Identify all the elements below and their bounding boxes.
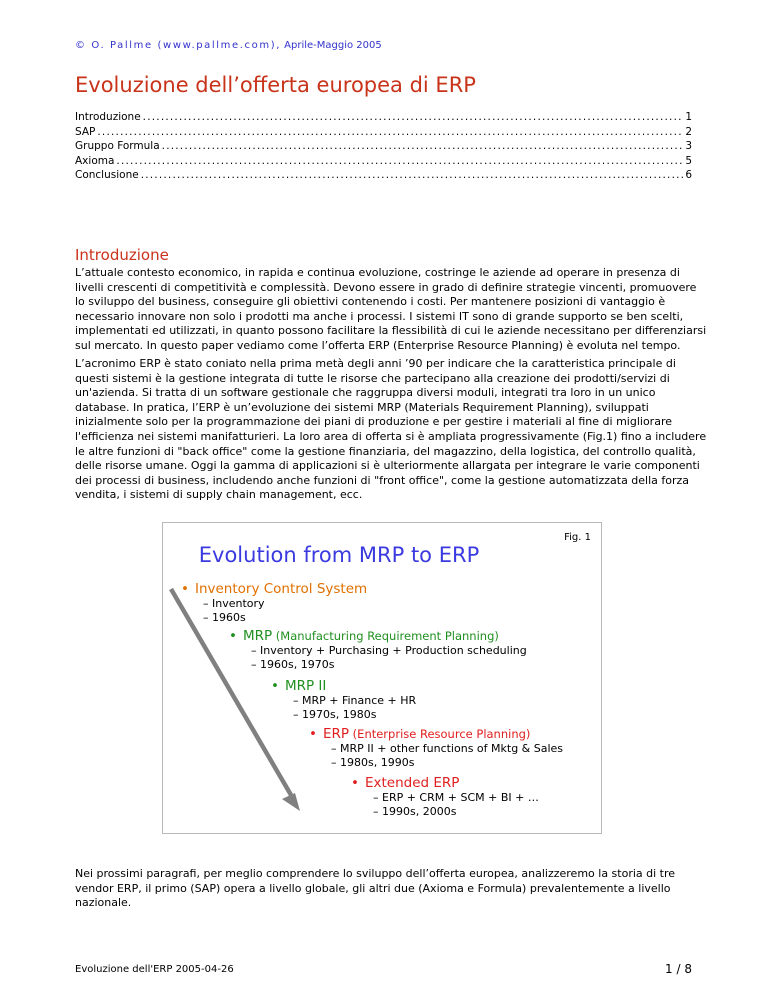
level-detail-line: – MRP + Finance + HR [293, 694, 417, 707]
paragraph-next-sections: Nei prossimi paragrafi, per meglio comprendere lo sviluppo dell’offerta europea, analizzeremo la storia di tre vendor ERP, il primo (SAP) opera a livello globale, gli altri due (Axioma e Formula) prevalentemente a livello nazionale. [75, 867, 676, 910]
level-name: MRP [242, 628, 273, 644]
figure-title: Evolution from MRP to ERP [198, 543, 480, 567]
level-expansion: (Enterprise Resource Planning) [349, 727, 531, 741]
level-extended-erp [351, 775, 539, 819]
bullet-icon: • [229, 628, 237, 644]
bullet-icon: • [309, 726, 317, 742]
toc-leader-dots [141, 168, 684, 183]
level-detail-line: – 1990s, 2000s [373, 805, 457, 818]
level-heading [181, 581, 367, 597]
document-title: Evoluzione dell’offerta europea di ERP [75, 73, 476, 97]
level-heading [351, 775, 539, 791]
toc-leader-dots [116, 154, 683, 169]
level-detail-line: – Inventory + Purchasing + Production scheduling [251, 644, 527, 657]
figure-label: Fig. 1 [564, 532, 591, 543]
toc-leader-dots [97, 125, 683, 140]
level-detail-line: – 1980s, 1990s [331, 756, 415, 769]
level-name: MRP II [284, 678, 327, 694]
toc-entry-label: Axioma [75, 154, 115, 167]
footer-page-number: 1 / 8 [665, 962, 692, 976]
level-detail-line: – MRP II + other functions of Mktg & Sales [331, 742, 564, 755]
level-heading [271, 678, 416, 694]
level-mrp [229, 628, 527, 672]
header-copyright: © O. Pallme (www.pallme.com), [75, 40, 281, 51]
toc-entry-sap[interactable] [75, 125, 692, 140]
paragraph-erp-acronym: L’acronimo ERP è stato coniato nella prima metà degli anni ’90 per indicare che la caratteristica principale di questi sistemi è la gestione integrata di tutte le risorse che partecipano alla creazione dei prodotti/servizi di un'azienda. Si tratta di un software gestionale che raggruppa diversi moduli, integrati tra loro in un unico database. In pratica, l’ERP è un’evoluzione dei sistemi MRP (Materials Requirement Planning), sviluppati inizialmente solo per la programmazione dei piani di produzione e per gestire i materiali al fine di migliorare l'efficienza nei sistemi manifatturieri. La loro area di offerta si è ampliata progressivamente (Fig.1) fino a includere le altre funzioni di "back office" come la gestione finanziaria, del magazzino, della logistica, del controllo qualità, delle risorse umane. Oggi la gamma di applicazioni si è ulteriormente allargata per integrare le varie componenti dei processi di business, includendo anche funzioni di "front office", come la gestione automatizzata della forza vendita, i sistemi di supply chain management, ecc. [75, 357, 707, 502]
toc-entry-introduzione[interactable] [75, 110, 692, 125]
level-detail-line: – ERP + CRM + SCM + BI + … [373, 791, 539, 804]
toc-entry-page: 1 [685, 111, 692, 123]
paragraph-context: L’attuale contesto economico, in rapida e continua evoluzione, costringe le aziende ad operare in presenza di livelli crescenti di competitività e complessità. Devono essere in grado di definire strategie vincenti, promuovere lo sviluppo del business, conseguire gli obiettivi contenendo i costi. Per mantenere posizioni di vantaggio è necessario innovare non solo i prodotti ma anche i processi. I sistemi IT sono di grande supporto se ben scelti, implementati ed utilizzati, in quanto possono facilitare la flessibilità di cui le aziende necessitano per differenziarsi sul mercato. In questo paper vediamo come l’offerta ERP (Enterprise Resource Planning) è evoluta nel tempo. [75, 266, 707, 352]
toc-entry-conclusione[interactable] [75, 168, 692, 183]
toc-entry-label: Gruppo Formula [75, 140, 160, 153]
toc-entry-page: 5 [685, 154, 692, 167]
bullet-icon: • [271, 678, 279, 694]
running-header [75, 40, 382, 51]
level-inventory-control [181, 581, 367, 625]
level-mrp-ii [271, 678, 416, 722]
toc-entry-page: 6 [685, 169, 692, 182]
level-expansion: (Manufacturing Requirement Planning) [272, 629, 499, 643]
figure-1 [162, 522, 602, 834]
section-heading-introduzione: Introduzione [75, 246, 169, 264]
toc-entry-page: 2 [685, 125, 692, 138]
toc-entry-page: 3 [685, 140, 692, 153]
toc-leader-dots [162, 139, 684, 154]
toc-entry-label: Conclusione [75, 169, 139, 182]
level-name: Extended ERP [364, 775, 460, 791]
level-heading [229, 628, 527, 644]
level-heading [309, 726, 563, 742]
footer-document-name: Evoluzione dell'ERP 2005-04-26 [75, 964, 234, 975]
toc-leader-dots [143, 110, 684, 125]
bullet-icon: • [351, 775, 359, 791]
toc-entry-label: Introduzione [75, 111, 141, 123]
table-of-contents [75, 110, 692, 183]
bullet-icon: • [181, 581, 189, 597]
header-date: Aprile-Maggio 2005 [280, 40, 382, 51]
level-detail-line: – 1970s, 1980s [293, 708, 377, 721]
toc-entry-gruppo-formula[interactable] [75, 139, 692, 154]
level-name: ERP [322, 726, 350, 742]
level-detail-line: – 1960s [203, 611, 246, 624]
level-detail-line: – Inventory [203, 597, 265, 610]
level-detail-line: – 1960s, 1970s [251, 658, 335, 671]
level-name: Inventory Control System [194, 581, 368, 597]
toc-entry-axioma[interactable] [75, 154, 692, 169]
level-erp [309, 726, 563, 770]
toc-entry-label: SAP [75, 125, 96, 138]
